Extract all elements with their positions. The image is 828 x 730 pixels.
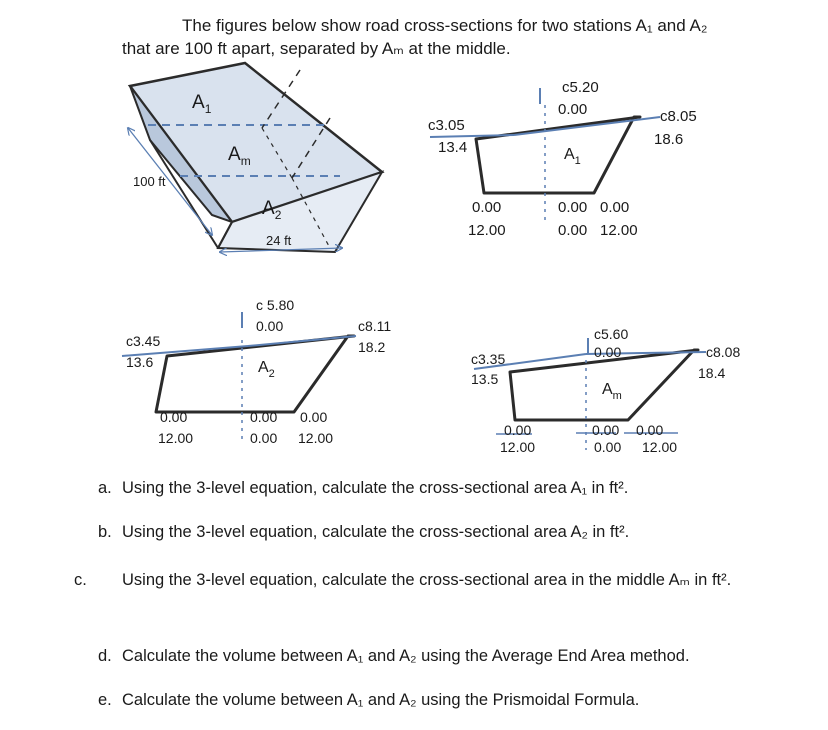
svg-text:12.00: 12.00 (298, 430, 334, 446)
svg-text:0.00: 0.00 (472, 199, 502, 216)
svg-text:c3.35: c3.35 (471, 351, 506, 367)
svg-text:0.00: 0.00 (160, 409, 188, 425)
svg-text:0.00: 0.00 (558, 199, 588, 216)
ground-line (248, 336, 356, 346)
svg-text:0.00: 0.00 (504, 422, 532, 438)
svg-text:c3.45: c3.45 (126, 333, 161, 349)
length-label: 100 ft (133, 174, 166, 189)
svg-text:0.00: 0.00 (636, 422, 664, 438)
cross-section-am (471, 326, 740, 455)
question-e: e. Calculate the volume between A₁ and A₂ using the Prismoidal Formula. (98, 691, 640, 709)
prism-label-am: $A_m$ (228, 144, 251, 168)
svg-text:c8.05: c8.05 (660, 108, 697, 125)
ground-line (514, 117, 660, 135)
question-d: d. Calculate the volume between A₁ and A₂ using the Average End Area method. (98, 647, 690, 665)
svg-text:13.6: 13.6 (126, 354, 154, 370)
svg-text:0.00: 0.00 (300, 409, 328, 425)
svg-text:0.00: 0.00 (250, 430, 278, 446)
section-label-a1: $A_1$ (564, 146, 581, 167)
section-label-a2: $A_2$ (258, 359, 275, 380)
svg-text:18.6: 18.6 (654, 131, 684, 148)
svg-text:0.00: 0.00 (594, 344, 622, 360)
svg-text:12.00: 12.00 (468, 222, 506, 239)
svg-text:12.00: 12.00 (600, 222, 638, 239)
cross-section-a2 (122, 297, 391, 446)
section-outline (156, 336, 354, 412)
svg-text:18.4: 18.4 (698, 365, 726, 381)
section-outline (476, 117, 640, 193)
svg-text:0.00: 0.00 (594, 439, 622, 455)
intro-line-1: The figures below show road cross-sections for two stations A₁ and A₂ (182, 16, 708, 35)
svg-text:c5.20: c5.20 (562, 79, 599, 96)
svg-text:12.00: 12.00 (642, 439, 678, 455)
svg-text:13.4: 13.4 (438, 139, 468, 156)
svg-text:0.00: 0.00 (558, 101, 588, 118)
svg-text:0.00: 0.00 (592, 422, 620, 438)
prism-label-a2: $A_2$ (262, 198, 282, 222)
prism-label-a1: $A_1$ (192, 92, 212, 116)
intro-line-2: that are 100 ft apart, separated by Aₘ at the middle. (122, 39, 511, 58)
svg-text:0.00: 0.00 (600, 199, 630, 216)
width-label: 24 ft (266, 233, 292, 248)
svg-text:c3.05: c3.05 (428, 117, 465, 134)
section-label-am: $A_m$ (602, 381, 622, 402)
svg-text:c5.60: c5.60 (594, 326, 629, 342)
question-b: b. Using the 3-level equation, calculate the cross-sectional area A₂ in ft². (98, 523, 630, 541)
svg-text:c 5.80: c 5.80 (256, 297, 295, 313)
question-a: a. Using the 3-level equation, calculate the cross-sectional area A₁ in ft². (98, 479, 629, 497)
svg-text:0.00: 0.00 (250, 409, 278, 425)
svg-text:13.5: 13.5 (471, 371, 499, 387)
svg-text:c8.08: c8.08 (706, 344, 741, 360)
svg-text:0.00: 0.00 (256, 318, 284, 334)
svg-text:12.00: 12.00 (500, 439, 536, 455)
question-c: c. Using the 3-level equation, calculate the cross-sectional area in the middle Aₘ in ft². (74, 571, 732, 589)
svg-text:18.2: 18.2 (358, 339, 386, 355)
svg-text:0.00: 0.00 (558, 222, 588, 239)
svg-text:c8.11: c8.11 (358, 318, 392, 334)
cross-section-a1 (428, 79, 697, 239)
svg-text:12.00: 12.00 (158, 430, 194, 446)
prism-diagram (128, 63, 382, 252)
